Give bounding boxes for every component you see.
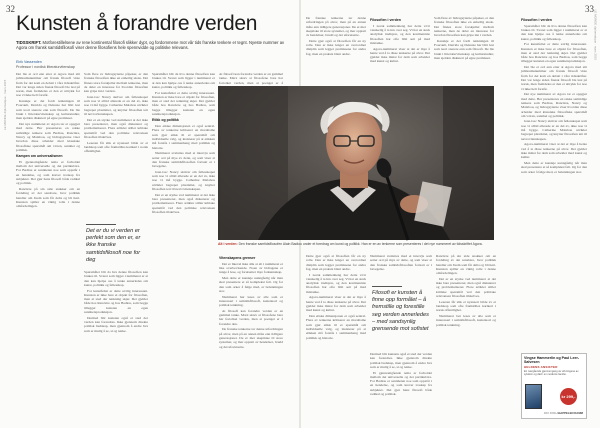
article-photo (218, 86, 494, 240)
paragraph: Nummeret bør leses av alle som er interessert i samtidsfilosofi, kunstteori og politisk tenkning. (219, 294, 283, 308)
paragraph: I norsk sammenheng har dette vært vanskelig å ta inn over seg. Vi har en sterk analytisk tradisjon, og den kontinentale filosofien har ofte blitt sett på med mistanke. (370, 23, 430, 45)
paragraph: Det er likevel ikke slik at alt i nummeret er like overbevisende. Noen av bidragene er tunge å lese, og forutsetter mye forkunnskap. (219, 261, 283, 275)
paragraph: For kunstfeltet er dette særlig interessant. Kunsten er ikke bare et objekt for filosofien, men et sted der tenkning skjer. Det gjelder både hos Rancière og hos Badiou, som begge tillegger kunsten en egen sannhetsproduksjon. (521, 42, 587, 64)
paragraph: Det ble et ord enn etter at Agora med sitt jubileumsnummer om fransk filosofi viste frem for det kom en debatt i våre tidsskrifter. Det var lenge siden fransk filosofi ble lest på norsk, men fremdeles er den et uttrykk for noe vi ikke helt forstår. (521, 65, 587, 91)
paragraph: Det nye nummeret av Agora tar et oppgjør med dette. Her presenteres en rekke samtidige tenkere som Badiou, Rancière, Nancy og Malabou, og bidragsyterne viser hvordan disse arbeider med klassiske filosofiske spørsmål om væren, sannhet og politikk. (521, 92, 587, 118)
paragraph: Rancière på sin side snakker om en fordeling av det sansbare, hvor politikk handler om hvem som får delta og bli hørt. Kunsten spiller en viktig rolle i denne omfordelingen. (16, 186, 80, 209)
paragraph: Som flere av bidragsyterne påpeker, er den franske filosofien ikke en enhetlig skole. Det finnes store forskjeller mellom tenkerne, men de deler en interesse for hvordan filosofien kan gripe inn i verden. (434, 16, 495, 38)
paragraph: At filosofi kan forandre verden er en gammel tanke. Marx skrev at filosofene bare har fortolket verden, men at poenget er å (219, 72, 283, 85)
paragraph: Dermed blir kunsten også et sted der verden kan forandres. Ikke gjennom direkte politisk budskap, men gjennom å endre hva som er mulig å se, si og tenke. (370, 352, 432, 369)
paragraph: I norsk sammenheng har dette vært vanskelig å ta inn over seg. Vi har en sterk analytisk tradisjon, og den kontinentale filosofien har ofte blitt sett på med mistanke. (306, 272, 366, 294)
paragraph: Men dette er kanskje uunngåelig når man skal presentere et så komplekst felt. Og for den som orker å følge med, er belønningen stor. (219, 275, 283, 293)
pull-quote-rule (86, 224, 116, 225)
left-page-number: 32 (6, 4, 15, 14)
paragraph: Nummeret avsluttes med et intervju som setter ord på mye av dette, og som viser at den franske samtidsfilosofien fortsatt er i bevegelse. (152, 151, 215, 169)
paragraph: Et gjennomgående tema er forholdet mellom det universelle og det partikulære. For Badiou er sannheten noe som oppstår i en hendelse, og som krever troskap fra subjektet. Det gjør hans filosofi både radikal og politisk. (370, 370, 432, 397)
pull-quote-text: Filosofi er kunsten å finne opp formålet – å fremstille og forestille seg verden annerledes – med sandsynlig grensende mot sofistet (372, 290, 429, 333)
column-subheading: Kampen om universalismen (16, 154, 63, 159)
caption-kicker: Alt i verden: (218, 242, 238, 246)
paragraph: Kanskje er det fordi tenkningen til Foucault, Derrida og Deleuze har blitt lest som teori snarere enn som filosofi. De ble brukt i litteraturvitenskap og kulturstudier, men sjelden diskutert på egne premisser. (434, 38, 494, 61)
pull-quote-2 (372, 286, 432, 333)
pull-quote-rule (372, 286, 402, 287)
pull-quote-text: Det er du vi verden er perfekt som den er, er ikke franske samtidsfilosofi noe for deg (86, 228, 141, 263)
paragraph: Spørsmålet blir da hva denne filosofien kan brukes til. Svaret som ligger i nummeret er at den kan hjelpe oss å tenke annerledes om kunst, politikk og fellesskap. (84, 270, 148, 287)
article-column-1 (16, 72, 80, 420)
paragraph: Jean-Luc Nancy skriver om fellesskapet som noe vi alltid allerede er en del av, ikke noe vi må bygge. Catherine Malabou utvikler begrepet plastisitet, og knytter filosofien tett til nevrovitenskapen. (84, 94, 148, 117)
book-cover-image (525, 384, 542, 409)
paragraph: Spørsmålet blir da hva denne filosofien kan brukes til. Svaret som ligger i nummeret er at den kan hjelpe oss å tenke annerledes om kunst, politikk og fellesskap. (152, 72, 215, 89)
article-column-10-top (370, 254, 432, 280)
paragraph: Det ble et ord enn etter at Agora med sitt jubileumsnummer om fransk filosofi viste frem for det kom en debatt i våre tidsskrifter. Det var lenge siden fransk filosofi ble lest på norsk, men fremdeles er den et uttrykk for noe vi ikke helt forstår. (16, 72, 80, 98)
article-column-2b (84, 270, 148, 420)
paragraph: De franske tenkerne tar denne utfordringen på alvor, men på en annen måte enn tidligere generasjoner. De er mer skeptiske til store systemer, og mer opptatt av hendelser, brudd og det uforutsette. (306, 16, 366, 38)
pull-quote-1 (86, 224, 148, 264)
article-column-9 (306, 254, 366, 420)
photo-caption (218, 242, 494, 246)
column-subheading: Filosofien i verden (521, 18, 552, 22)
article-column-2 (84, 72, 148, 218)
paragraph: Jean-Luc Nancy skriver om fellesskapet som noe vi alltid allerede er en del av, ikke noe vi må bygge. Catherine Malabou utvikler begrepet plastisitet, og knytter filosofien tett til nevrovitenskapen. (521, 119, 587, 141)
article-column-8 (219, 254, 283, 420)
paragraph: Som flere av bidragsyterne påpeker, er den franske filosofien ikke en enhetlig skole. Det finnes store forskjeller mellom tenkerne, men de deler en interesse for hvordan filosofien kan gripe inn i verden. (84, 72, 148, 94)
paragraph: Agora-nummeret viser at det er mye å hente ved å ta disse tenkerne på alvor. Det gjelder ikke minst for dem som arbeider med kunst og kultur. (306, 295, 366, 313)
ad-subtitle: HELDENS ANSIKTER (524, 364, 558, 369)
paragraph: Kanskje er det fordi tenkningen til Foucault, Derrida og Deleuze har blitt lest som teori snarere enn som filosofi. De ble brukt i litteraturvitenskap og kulturstudier, men sjelden diskutert på egne premisser. (16, 99, 80, 121)
byline-role: Professor i nordisk litteraturvitenskap (16, 64, 75, 69)
ad-publisher: PAX FORLAG (544, 412, 561, 415)
article-column-3 (152, 72, 215, 420)
paragraph: Leseren får slik et nyansert bilde av et landskap som ofte framstilles karikert i norsk offentlighet. (436, 299, 496, 313)
right-page-number: 33 (585, 4, 594, 14)
article-column-12 (521, 16, 587, 348)
lead-kicker: TIDSSKRIFT. (16, 40, 42, 45)
paragraph: Nummeret avsluttes med et intervju som setter ord på mye av dette, og som viser at den franske samtidsfilosofien fortsatt er i bevegelse. (370, 254, 432, 271)
paragraph: Det er en styrke ved nummeret at det ikke bare presenterer, men også diskuterer og problematiserer. Flere artikler stiller kritiske spørsmål ved den politiske relevansen filosofien tilskrives. (436, 276, 496, 299)
right-running-head: LE MONDE diplomatique · mars 2015 (593, 9, 597, 60)
caption-text: Den franske samtidsfilosofen Alain Badiou under et foredrag om kunst og politikk. Han er en av tenkerne som presenteres i det nye nummeret av tidsskriftet Agora. (238, 242, 483, 246)
paragraph: Dette gjør også at filosofien får en ny rolle. Den er ikke lenger en overordnet disiplin som legger premissene for andre fag, men en praksis blant andre. (306, 38, 366, 56)
left-running-head: LE MONDE diplomatique · mars 2015 (3, 79, 7, 130)
paragraph: Agora-nummeret viser at det er mye å hente ved å ta disse tenkerne på alvor. Det gjelder ikke minst for dem som arbeider med kunst og kultur. (521, 142, 587, 160)
paragraph: For kunstfeltet er dette særlig interessant. Kunsten er ikke bare et objekt for filosofien, men et sted der tenkning skjer. Det gjelder både hos Rancière og hos Badiou, som begge tillegger kunsten en egen sannhetsproduksjon. (152, 90, 215, 117)
paragraph: Det er en styrke ved nummeret at det ikke bare presenterer, men også diskuterer og problematiserer. Flere artikler stiller kritiske spørsmål ved den politiske relevansen filosofien tilskrives. (84, 117, 148, 139)
paragraph: Rancière på sin side snakker om en fordeling av det sansbare, hvor politikk handler om hvem som får delta og bli hørt. Kunsten spiller en viktig rolle i denne omfordelingen. (436, 254, 496, 276)
paragraph: Et gjennomgående tema er forholdet mellom det universelle og det partikulære. For Badiou er sannheten noe som oppstår i en hendelse, og som krever troskap fra subjektet. Det gjør hans filosofi både radikal og politisk. (16, 159, 80, 186)
byline-author[interactable]: Eirik Vassenden (16, 60, 42, 64)
paragraph: Dette gjør også at filosofien får en ny rolle. Den er ikke lenger en overordnet disiplin som legger premissene for andre fag, men en praksis blant andre. (306, 254, 366, 271)
article-column-6 (370, 16, 430, 84)
ad-body: En nærgående gjennomgang av virkningene av sykdom og død i en moderne familie. (524, 369, 579, 377)
paragraph: Agora-nummeret viser at det er mye å hente ved å ta disse tenkerne på alvor. Det gjelder ikke minst for dem som arbeider med kunst og kultur. (370, 46, 430, 64)
article-column-10 (370, 352, 432, 420)
column-subheading: Etikk og politikk (152, 118, 179, 123)
column-subheading: Filosofien i verden (370, 18, 401, 22)
paragraph: Det nye nummeret av Agora tar et oppgjør med dette. Her presenteres en rekke samtidige tenkere som Badiou, Rancière, Nancy og Malabou, og bidragsyterne viser hvordan disse arbeider med klassiske filosofiske spørsmål om væren, sannhet og politikk. (16, 122, 80, 152)
article-column-11 (436, 254, 496, 420)
article-column-7 (434, 16, 494, 84)
article-lead (16, 40, 292, 50)
column-subheading: Vitenskapens grenser (219, 256, 256, 260)
article-column-4-top (219, 72, 283, 84)
lead-text: Motforestillelsene av rene kontinental filosofi slikker dypt, og fordommene mot vår tids franske tenkere er tegnt. Nyeste nummer av Agora om fransk samtidsfilosofi viser denne filosofiens hele spennvidde og politiske relevans. (16, 40, 285, 50)
article-title: Kunsten å forandre verden (16, 12, 258, 35)
paragraph: De franske tenkerne tar denne utfordringen på alvor, men på en annen måte enn tidligere generasjoner. De er mer skeptiske til store systemer, og mer opptatt av hendelser, brudd og det uforutsette. (219, 327, 283, 349)
paragraph: Dermed blir kunsten også et sted der verden kan forandres. Ikke gjennom direkte politisk budskap, men gjennom å endre hva som er mulig å se, si og tenke. (84, 315, 148, 333)
paragraph: Leseren får slik et nyansert bilde av et landskap som ofte framstilles karikert i norsk offentlighet. (84, 140, 148, 154)
paragraph: Spørsmålet blir da hva denne filosofien kan brukes til. Svaret som ligger i nummeret er at den kan hjelpe oss å tenke annerledes om kunst, politikk og fellesskap. (521, 23, 587, 41)
paragraph: Nummeret bør leses av alle som er interessert i samtidsfilosofi, kunstteori og politisk tenkning. (436, 314, 496, 327)
paragraph: At filosofi kan forandre verden er en gammel tanke. Marx skrev at filosofene bare har fortolket verden, men at poenget er å forandre den. (219, 308, 283, 326)
book-advertisement[interactable] (521, 353, 587, 419)
paragraph: Den etiske dimensjonen er også sentral. Flere av tenkerne kritiserer en moralisme som gjør etikk til et spørsmål om individuelle valg, og insisterer på at etikken må forstås i sammenheng med politikk og historie. (306, 314, 366, 340)
ad-title: Vingse Hammerlin og Paul Leer-Salvesen (524, 356, 580, 365)
paragraph: Jean-Luc Nancy skriver om fellesskapet som noe vi alltid allerede er en del av, ikke noe vi må bygge. Catherine Malabou utvikler begrepet plastisitet, og knytter filosofien tett til nevrovitenskapen. (152, 169, 215, 191)
paragraph: Den etiske dimensjonen er også sentral. Flere av tenkerne kritiserer en moralisme som gjør etikk til et spørsmål om individuelle valg, og insisterer på at etikken må forstås i sammenheng med politikk og historie. (152, 124, 215, 150)
price-badge: kr 299,- (560, 388, 577, 405)
paragraph: Men dette er kanskje uunngåelig når man skal presentere et så komplekst felt. Og for den som orker å følge med, er belønningen stor. (521, 160, 587, 174)
paragraph: For kunstfeltet er dette særlig interessant. Kunsten er ikke bare et objekt for filosofien, men et sted der tenkning skjer. Det gjelder både hos Rancière og hos Badiou, som begge tillegger kunsten en egen sannhetsproduksjon. (84, 288, 148, 315)
publisher-logo: CAPPELEN DAMM (558, 411, 583, 415)
photo-illustration (218, 86, 494, 240)
article-column-5 (306, 16, 366, 84)
byline (16, 60, 75, 69)
paragraph: Det er en styrke ved nummeret at det ikke bare presenterer, men også diskuterer og problematiserer. Flere artikler stiller kritiske spørsmål ved den politiske relevansen filosofien tilskrives. (152, 192, 215, 214)
